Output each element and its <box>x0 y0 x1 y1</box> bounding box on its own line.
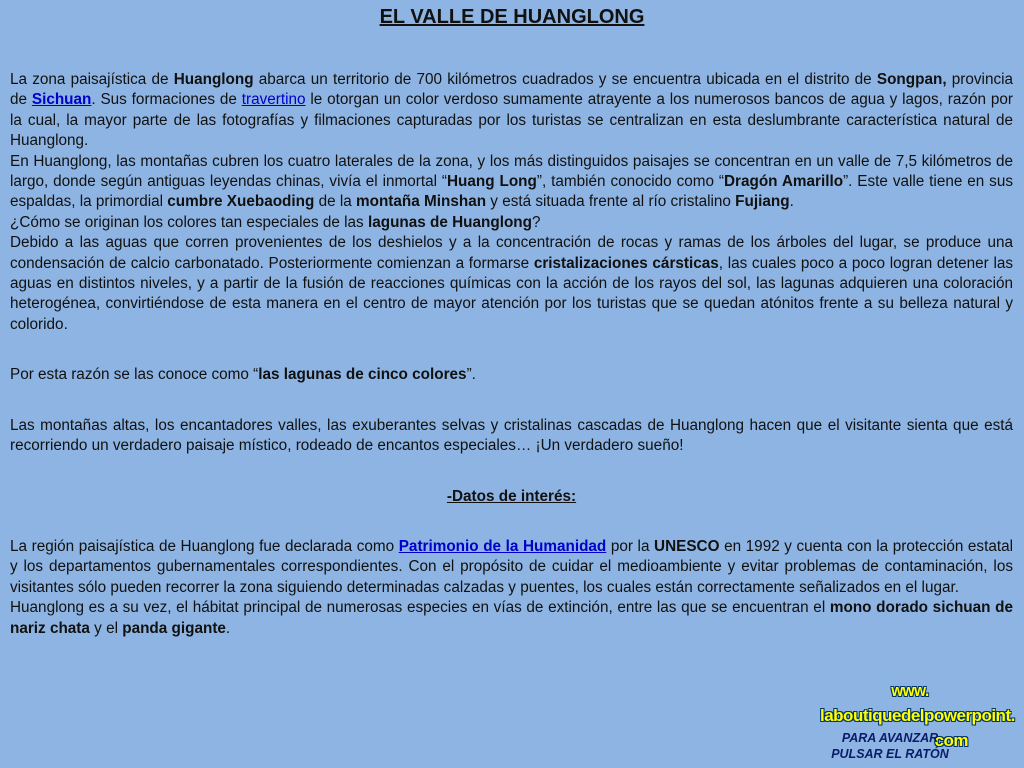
text: , las cuales poco a poco logran detener las aguas en distintos niveles, y a partir de la fusión de reacciones químicas con la acción de los rayos del sol, las lagunas adquieren una coloración heterogénea, convirtiéndose de esta manera en el centro de mayor atención por los turistas que se quedan atónitos frente a su belleza natural y colorido. <box>10 254 1014 333</box>
text: Por esta razón se las conoce como “ <box>10 366 259 384</box>
link-travertino[interactable]: travertino <box>241 91 306 109</box>
brand-line-www: www. <box>891 681 929 700</box>
bold-text: Dragón Amarillo <box>723 173 844 191</box>
bold-text: Huanglong <box>173 71 254 88</box>
link-sichuan[interactable] <box>32 91 92 108</box>
text: En Huanglong, las montañas cubren los cuatro laterales de la zona, y los más distinguidos paisajes se concentran en un valle de 7,5 kilómetros de largo, donde según antiguas leyendas chinas, vivía el inmortal “ <box>10 152 1013 191</box>
spacer <box>10 457 1013 487</box>
link-label: Sichuan <box>31 91 92 109</box>
paragraph-five-colors <box>10 365 1013 385</box>
text: . <box>789 193 794 211</box>
text: en 1992 y cuenta con la protección estatal y los departamentos gubernamentales correspondientes. Con el propósito de cuidar el medioambiente y evitar problemas de contaminación, los visitantes sólo pueden recorrer la zona siguiendo determinadas calzadas y puentes, los cuales están correctamente señalizados en el lugar. <box>10 537 1013 596</box>
text: ”, también conocido como “ <box>536 173 724 191</box>
text: Debido a las aguas que corren provenientes de los deshielos y a la concentración de rocas y ramas de los árboles del lugar, se produce una condensación de calcio carbonatado. Posteriormente comienzan a formarse <box>10 234 1013 272</box>
text: La zona paisajística de <box>10 71 174 88</box>
brand-line-name: laboutiquedelpowerpoint. <box>820 706 1015 725</box>
bold-text: cristalizaciones cársticas <box>533 254 719 272</box>
brand-line-com: com <box>934 731 968 750</box>
bold-text: cumbre Xuebaoding <box>167 193 315 211</box>
advance-line-1: PARA AVANZAR <box>841 731 939 745</box>
text: La región paisajística de Huanglong fue declarada como <box>10 537 399 555</box>
bold-text: UNESCO <box>654 537 720 555</box>
paragraph-explanation <box>10 233 1013 335</box>
bold-text: panda gigante <box>122 619 226 637</box>
text: Huanglong es a su vez, el hábitat principal de numerosas especies en vías de extinción, entre las que se encuentran el <box>10 599 830 617</box>
text: abarca un territorio de 700 kilómetros cuadrados y se encuentra ubicada en el distrito de <box>253 71 877 88</box>
paragraph-intro <box>10 70 1013 152</box>
section-heading <box>10 487 1013 507</box>
text: . Sus formaciones de <box>91 91 242 109</box>
bold-text: mono dorado sichuan de nariz chata <box>10 599 1013 637</box>
text: . <box>225 619 231 637</box>
spacer <box>10 386 1013 416</box>
paragraph-habitat <box>10 598 1013 639</box>
text: por la <box>606 537 655 555</box>
bold-text: Songpan, <box>876 71 947 88</box>
text: ”. Este valle tiene en sus espaldas, la primordial <box>10 173 1013 211</box>
article-body <box>10 70 1013 639</box>
text: ”. <box>466 366 476 384</box>
heading-text: -Datos de interés: <box>446 487 577 505</box>
text: ? <box>532 213 541 231</box>
page-title: EL VALLE DE HUANGLONG <box>379 6 645 28</box>
link-label: Patrimonio de la Humanidad <box>398 537 607 555</box>
bold-text: lagunas de Huanglong <box>367 213 532 231</box>
paragraph-question <box>10 213 1013 233</box>
text: y el <box>89 619 123 637</box>
bold-text: Fujiang <box>735 193 790 211</box>
text: de la <box>314 193 357 211</box>
advance-line-2: PULSAR EL RATÓN <box>831 747 949 761</box>
advance-hint <box>820 730 960 762</box>
paragraph-landscape: Las montañas altas, los encantadores valles, las exuberantes selvas y cristalinas cascadas de Huanglong hacen que el visitante sienta que está recorriendo un verdadero paisaje místico, rodeado de encantos especiales… ¡Un verdadero sueño! <box>10 416 1013 455</box>
bold-text: Huang Long <box>447 173 537 191</box>
text: provincia de <box>10 71 1014 109</box>
paragraph-heritage <box>10 537 1013 598</box>
spacer <box>10 335 1013 365</box>
text: ¿Cómo se originan los colores tan especiales de las <box>10 213 368 231</box>
bold-text: montaña Minshan <box>356 193 487 211</box>
text: le otorgan un color verdoso sumamente atrayente a los numerosos bancos de agua y lagos, razón por la cual, la mayor parte de las fotografías y filmaciones capturadas por los turistas se centralizan en esta deslumbrante característica natural de Huanglong. <box>10 91 1013 150</box>
text: y está situada frente al río cristalino <box>486 193 736 211</box>
link-patrimonio[interactable] <box>399 538 607 555</box>
paragraph-mountains <box>10 152 1013 213</box>
spacer <box>10 507 1013 537</box>
bold-text: las lagunas de cinco colores <box>258 366 467 384</box>
